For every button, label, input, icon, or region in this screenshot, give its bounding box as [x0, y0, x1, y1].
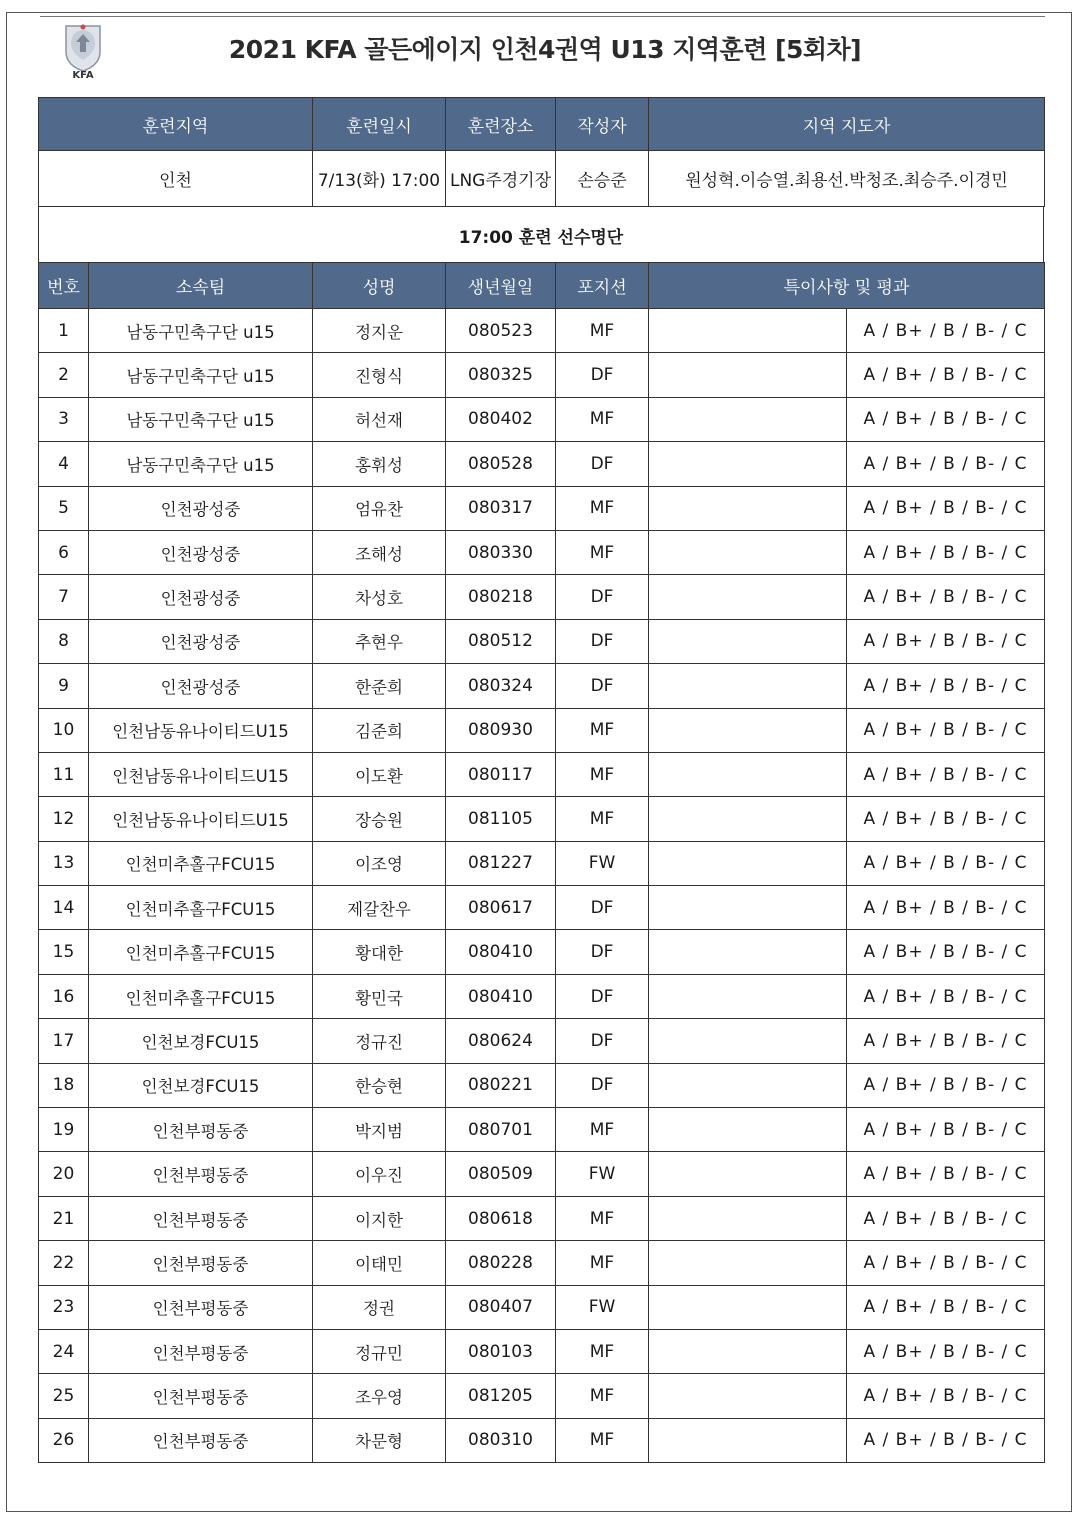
player-notes	[649, 886, 847, 930]
player-position: MF	[556, 486, 649, 530]
player-name: 허선재	[313, 397, 446, 441]
player-evaluation-scale: A / B+ / B / B- / C	[847, 1329, 1045, 1373]
player-evaluation-scale: A / B+ / B / B- / C	[847, 1285, 1045, 1329]
player-birthdate: 081205	[446, 1374, 556, 1418]
player-notes	[649, 530, 847, 574]
col-header-notes: 특이사항 및 평과	[649, 263, 1045, 309]
player-name: 정지운	[313, 309, 446, 353]
player-team: 인천보경FCU15	[89, 1019, 313, 1063]
player-name: 차문형	[313, 1418, 446, 1462]
player-evaluation-scale: A / B+ / B / B- / C	[847, 708, 1045, 752]
player-evaluation-scale: A / B+ / B / B- / C	[847, 1374, 1045, 1418]
player-position: DF	[556, 1063, 649, 1107]
player-name: 이조영	[313, 841, 446, 885]
player-birthdate: 080528	[446, 442, 556, 486]
player-position: DF	[556, 575, 649, 619]
table-row	[39, 1241, 1045, 1285]
player-birthdate: 080402	[446, 397, 556, 441]
player-birthdate: 080407	[446, 1285, 556, 1329]
player-number: 16	[39, 974, 89, 1018]
player-name: 정규민	[313, 1329, 446, 1373]
player-notes	[649, 1063, 847, 1107]
player-evaluation-scale: A / B+ / B / B- / C	[847, 1108, 1045, 1152]
player-number: 21	[39, 1196, 89, 1240]
player-number: 24	[39, 1329, 89, 1373]
player-roster-table	[38, 262, 1045, 1463]
player-notes	[649, 575, 847, 619]
player-notes	[649, 841, 847, 885]
player-birthdate: 080701	[446, 1108, 556, 1152]
player-position: MF	[556, 752, 649, 796]
player-number: 10	[39, 708, 89, 752]
table-row	[39, 664, 1045, 708]
player-position: MF	[556, 708, 649, 752]
player-evaluation-scale: A / B+ / B / B- / C	[847, 1196, 1045, 1240]
table-row	[39, 575, 1045, 619]
table-row	[39, 930, 1045, 974]
player-birthdate: 080310	[446, 1418, 556, 1462]
player-position: DF	[556, 974, 649, 1018]
info-label-author: 작성자	[556, 98, 649, 151]
table-row	[39, 1285, 1045, 1329]
player-team: 인천보경FCU15	[89, 1063, 313, 1107]
player-evaluation-scale: A / B+ / B / B- / C	[847, 930, 1045, 974]
player-team: 인천광성중	[89, 619, 313, 663]
info-label-region: 훈련지역	[39, 98, 313, 151]
player-evaluation-scale: A / B+ / B / B- / C	[847, 619, 1045, 663]
player-notes	[649, 930, 847, 974]
table-row	[39, 1063, 1045, 1107]
info-label-datetime: 훈련일시	[313, 98, 446, 151]
player-birthdate: 081105	[446, 797, 556, 841]
player-birthdate: 080618	[446, 1196, 556, 1240]
player-notes	[649, 353, 847, 397]
info-value-row	[39, 151, 1045, 207]
info-label-venue: 훈련장소	[446, 98, 556, 151]
player-team: 인천부평동중	[89, 1374, 313, 1418]
player-position: DF	[556, 353, 649, 397]
player-notes	[649, 1019, 847, 1063]
table-row	[39, 1329, 1045, 1373]
table-row	[39, 1418, 1045, 1462]
player-number: 19	[39, 1108, 89, 1152]
player-number: 25	[39, 1374, 89, 1418]
player-team: 인천광성중	[89, 664, 313, 708]
player-evaluation-scale: A / B+ / B / B- / C	[847, 974, 1045, 1018]
player-team: 인천광성중	[89, 486, 313, 530]
player-name: 황대한	[313, 930, 446, 974]
kfa-logo	[62, 22, 104, 86]
player-notes	[649, 1374, 847, 1418]
player-evaluation-scale: A / B+ / B / B- / C	[847, 397, 1045, 441]
table-row	[39, 841, 1045, 885]
player-team: 인천남동유나이티드U15	[89, 797, 313, 841]
player-team: 인천부평동중	[89, 1285, 313, 1329]
player-notes	[649, 1152, 847, 1196]
player-notes	[649, 664, 847, 708]
player-name: 이우진	[313, 1152, 446, 1196]
table-row	[39, 1196, 1045, 1240]
player-number: 1	[39, 309, 89, 353]
player-name: 엄유찬	[313, 486, 446, 530]
player-evaluation-scale: A / B+ / B / B- / C	[847, 309, 1045, 353]
player-team: 인천미추홀구FCU15	[89, 974, 313, 1018]
player-evaluation-scale: A / B+ / B / B- / C	[847, 486, 1045, 530]
player-evaluation-scale: A / B+ / B / B- / C	[847, 886, 1045, 930]
info-value-venue: LNG주경기장	[446, 151, 556, 207]
player-team: 인천광성중	[89, 575, 313, 619]
player-evaluation-scale: A / B+ / B / B- / C	[847, 1019, 1045, 1063]
player-number: 13	[39, 841, 89, 885]
player-birthdate: 080330	[446, 530, 556, 574]
player-notes	[649, 1196, 847, 1240]
top-rule	[40, 16, 1045, 17]
player-birthdate: 080617	[446, 886, 556, 930]
col-header-name: 성명	[313, 263, 446, 309]
table-row	[39, 397, 1045, 441]
player-birthdate: 080218	[446, 575, 556, 619]
player-notes	[649, 974, 847, 1018]
player-position: MF	[556, 1196, 649, 1240]
player-position: MF	[556, 1241, 649, 1285]
player-team: 남동구민축구단 u15	[89, 442, 313, 486]
table-row	[39, 1019, 1045, 1063]
player-team: 인천부평동중	[89, 1196, 313, 1240]
table-row	[39, 309, 1045, 353]
section-banner	[38, 206, 1044, 264]
player-name: 정권	[313, 1285, 446, 1329]
player-evaluation-scale: A / B+ / B / B- / C	[847, 575, 1045, 619]
info-header-row	[39, 98, 1045, 151]
player-name: 홍휘성	[313, 442, 446, 486]
player-number: 12	[39, 797, 89, 841]
table-row	[39, 886, 1045, 930]
kfa-emblem-icon	[62, 22, 104, 72]
player-evaluation-scale: A / B+ / B / B- / C	[847, 752, 1045, 796]
table-row	[39, 530, 1045, 574]
table-row	[39, 619, 1045, 663]
player-team: 인천부평동중	[89, 1152, 313, 1196]
player-birthdate: 080930	[446, 708, 556, 752]
player-number: 4	[39, 442, 89, 486]
player-name: 이지한	[313, 1196, 446, 1240]
table-row	[39, 353, 1045, 397]
player-name: 한승현	[313, 1063, 446, 1107]
table-row	[39, 1108, 1045, 1152]
player-name: 제갈찬우	[313, 886, 446, 930]
info-value-author: 손승준	[556, 151, 649, 207]
player-position: MF	[556, 797, 649, 841]
player-number: 22	[39, 1241, 89, 1285]
player-name: 박지범	[313, 1108, 446, 1152]
player-evaluation-scale: A / B+ / B / B- / C	[847, 442, 1045, 486]
table-row	[39, 1152, 1045, 1196]
player-number: 5	[39, 486, 89, 530]
player-birthdate: 081227	[446, 841, 556, 885]
player-birthdate: 080410	[446, 930, 556, 974]
player-name: 김준희	[313, 708, 446, 752]
player-name: 조우영	[313, 1374, 446, 1418]
player-evaluation-scale: A / B+ / B / B- / C	[847, 1241, 1045, 1285]
player-notes	[649, 1329, 847, 1373]
player-number: 11	[39, 752, 89, 796]
table-row	[39, 974, 1045, 1018]
roster-header-row	[39, 263, 1045, 309]
player-evaluation-scale: A / B+ / B / B- / C	[847, 1418, 1045, 1462]
player-team: 인천부평동중	[89, 1329, 313, 1373]
player-birthdate: 080624	[446, 1019, 556, 1063]
player-number: 17	[39, 1019, 89, 1063]
logo-text: KFA	[72, 70, 94, 81]
player-birthdate: 080317	[446, 486, 556, 530]
player-team: 남동구민축구단 u15	[89, 397, 313, 441]
player-name: 황민국	[313, 974, 446, 1018]
player-birthdate: 080512	[446, 619, 556, 663]
table-row	[39, 708, 1045, 752]
document-title: 2021 KFA 골든에이지 인천4권역 U13 지역훈련 [5회차]	[228, 35, 862, 64]
player-notes	[649, 1108, 847, 1152]
info-value-region: 인천	[39, 151, 313, 207]
player-position: MF	[556, 1329, 649, 1373]
player-position: DF	[556, 664, 649, 708]
player-team: 인천남동유나이티드U15	[89, 708, 313, 752]
player-position: FW	[556, 841, 649, 885]
table-row	[39, 752, 1045, 796]
player-number: 6	[39, 530, 89, 574]
player-evaluation-scale: A / B+ / B / B- / C	[847, 841, 1045, 885]
player-notes	[649, 797, 847, 841]
player-position: MF	[556, 309, 649, 353]
player-position: MF	[556, 530, 649, 574]
training-info-table	[38, 97, 1045, 207]
table-row	[39, 442, 1045, 486]
table-row	[39, 1374, 1045, 1418]
player-number: 7	[39, 575, 89, 619]
player-team: 인천부평동중	[89, 1418, 313, 1462]
player-position: MF	[556, 1418, 649, 1462]
player-number: 14	[39, 886, 89, 930]
player-notes	[649, 397, 847, 441]
player-birthdate: 080117	[446, 752, 556, 796]
col-header-number: 번호	[39, 263, 89, 309]
player-evaluation-scale: A / B+ / B / B- / C	[847, 1152, 1045, 1196]
player-name: 이도환	[313, 752, 446, 796]
player-notes	[649, 442, 847, 486]
player-team: 인천미추홀구FCU15	[89, 841, 313, 885]
player-position: DF	[556, 1019, 649, 1063]
player-team: 인천부평동중	[89, 1241, 313, 1285]
player-evaluation-scale: A / B+ / B / B- / C	[847, 1063, 1045, 1107]
roster-body	[39, 309, 1045, 1463]
player-position: DF	[556, 886, 649, 930]
player-notes	[649, 708, 847, 752]
player-name: 조해성	[313, 530, 446, 574]
player-evaluation-scale: A / B+ / B / B- / C	[847, 797, 1045, 841]
player-name: 진형식	[313, 353, 446, 397]
player-team: 인천광성중	[89, 530, 313, 574]
player-name: 정규진	[313, 1019, 446, 1063]
player-birthdate: 080509	[446, 1152, 556, 1196]
player-number: 3	[39, 397, 89, 441]
info-label-coaches: 지역 지도자	[649, 98, 1045, 151]
player-notes	[649, 486, 847, 530]
player-name: 장승원	[313, 797, 446, 841]
table-row	[39, 486, 1045, 530]
col-header-position: 포지션	[556, 263, 649, 309]
info-value-coaches: 원성혁.이승열.최용선.박청조.최승주.이경민	[649, 151, 1045, 207]
player-birthdate: 080221	[446, 1063, 556, 1107]
player-notes	[649, 619, 847, 663]
col-header-team: 소속팀	[89, 263, 313, 309]
player-notes	[649, 752, 847, 796]
player-number: 23	[39, 1285, 89, 1329]
player-number: 20	[39, 1152, 89, 1196]
player-notes	[649, 1285, 847, 1329]
player-team: 인천부평동중	[89, 1108, 313, 1152]
player-name: 차성호	[313, 575, 446, 619]
player-number: 18	[39, 1063, 89, 1107]
player-birthdate: 080410	[446, 974, 556, 1018]
player-birthdate: 080523	[446, 309, 556, 353]
player-birthdate: 080103	[446, 1329, 556, 1373]
player-birthdate: 080325	[446, 353, 556, 397]
player-team: 인천남동유나이티드U15	[89, 752, 313, 796]
table-row	[39, 797, 1045, 841]
player-position: MF	[556, 1108, 649, 1152]
player-position: DF	[556, 619, 649, 663]
player-birthdate: 080228	[446, 1241, 556, 1285]
player-position: MF	[556, 397, 649, 441]
player-team: 남동구민축구단 u15	[89, 353, 313, 397]
player-number: 9	[39, 664, 89, 708]
info-value-datetime: 7/13(화) 17:00	[313, 151, 446, 207]
player-birthdate: 080324	[446, 664, 556, 708]
player-team: 남동구민축구단 u15	[89, 309, 313, 353]
player-notes	[649, 1418, 847, 1462]
player-number: 26	[39, 1418, 89, 1462]
player-number: 15	[39, 930, 89, 974]
player-number: 8	[39, 619, 89, 663]
player-name: 이태민	[313, 1241, 446, 1285]
section-title: 17:00 훈련 선수명단	[39, 207, 1044, 264]
player-evaluation-scale: A / B+ / B / B- / C	[847, 530, 1045, 574]
player-name: 추현우	[313, 619, 446, 663]
player-position: MF	[556, 1374, 649, 1418]
player-team: 인천미추홀구FCU15	[89, 930, 313, 974]
player-notes	[649, 1241, 847, 1285]
player-name: 한준희	[313, 664, 446, 708]
col-header-birthdate: 생년월일	[446, 263, 556, 309]
player-evaluation-scale: A / B+ / B / B- / C	[847, 664, 1045, 708]
player-notes	[649, 309, 847, 353]
player-number: 2	[39, 353, 89, 397]
player-evaluation-scale: A / B+ / B / B- / C	[847, 353, 1045, 397]
player-position: DF	[556, 442, 649, 486]
player-position: DF	[556, 930, 649, 974]
player-position: FW	[556, 1152, 649, 1196]
player-position: FW	[556, 1285, 649, 1329]
player-team: 인천미추홀구FCU15	[89, 886, 313, 930]
